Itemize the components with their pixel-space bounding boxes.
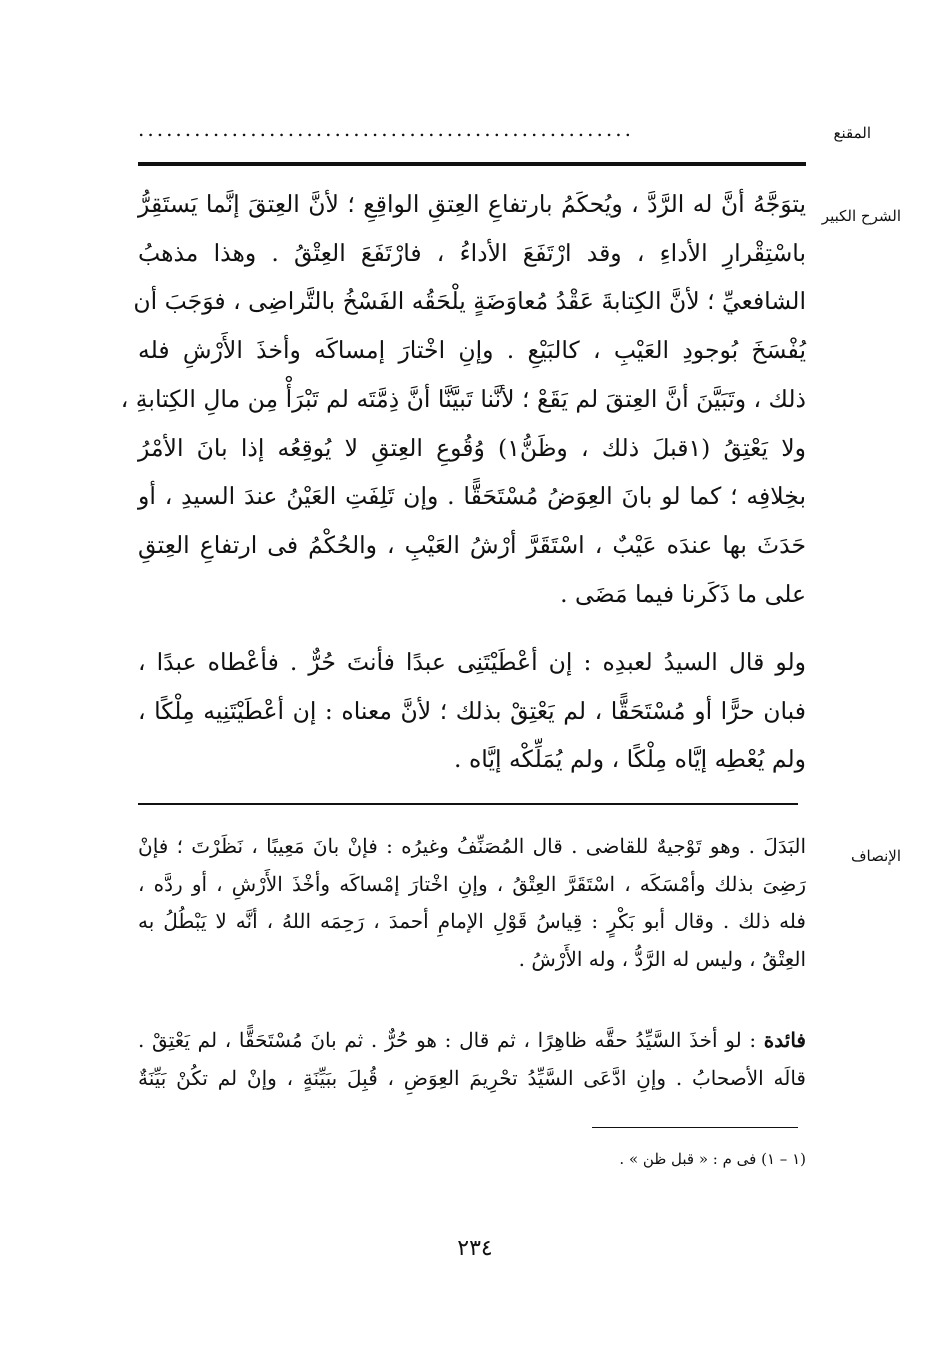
text-line: ولا يَعْتِقُ (١قبلَ ذلك ، وظَنُّ١) وُقُوعِ العِتقِ لا يُوقِعُه إذا بانَ الأمْرُ: [138, 433, 806, 462]
insaf-fayda-paragraph: [138, 1022, 806, 1097]
text-line: ولو قال السيدُ لعبدِه : إن أعْطَيْتَنِى عبدًا فأنتَ حُرٌّ . فأعْطاه عبدًا ،: [138, 648, 806, 676]
section-divider: [138, 803, 798, 805]
text-line: على ما ذَكَرنا فيما مَضَى .: [560, 579, 806, 608]
page-number: ٢٣٤: [457, 1236, 493, 1261]
footnote-rule: [592, 1127, 798, 1128]
text-line: العِتْقُ ، وليس له الرَّدُّ ، وله الأَرْشُ .: [518, 946, 806, 971]
footnote: (١ – ١) فى م : « قبل ظن » .: [619, 1150, 806, 1168]
text-line: الشافعيِّ ؛ لأنَّ الكِتابةَ عَقْدُ مُعاوَضَةٍ يلْحَقُه الفَسْخُ بالتَّراضِى ، فوَجَبَ أن: [133, 287, 806, 316]
section-label-insaf: الإنصاف: [850, 847, 901, 865]
text-line: ذلك ، وتَبَيَّنَ أنَّ العِتقَ لم يَقَعْ ؛ لأنَّنا تَبيَّنَّا أنَّ ذِمَّتَه لم تَبْرَأْ مِن مالِ الكِتابةِ ،: [120, 384, 806, 413]
text-line: حَدَثَ بها عندَه عَيْبٌ ، اسْتَقَرَّ أرْشُ العَيْبِ ، والحُكْمُ فى ارتفاعِ العِتقِ: [138, 530, 806, 559]
fayda-label: فائدة: [763, 1028, 806, 1052]
text-line: فله ذلك . وقال أبو بَكْرٍ : قِياسُ قَوْلِ الإمامِ أحمدَ ، رَحِمَه اللهُ ، أنَّه لا يَبْطُلُ به: [138, 909, 806, 933]
text-line: فبان حرًّا أو مُسْتَحَقًّا ، لم يَعْتِقْ بذلك ؛ لأنَّ معناه : إن أعْطَيْتَنِيه مِلْكًا ،: [138, 696, 806, 725]
sharh-paragraph-1: [120, 180, 806, 618]
text-line: رَضِىَ بذلك وأمْسَكَه ، اسْتَقَرَّ العِتْقُ ، وإنِ اخْتارَ إمْساكَه وأخْذَ الأَرْشِ ، أو ردَّه ،: [138, 871, 806, 896]
text-line: يتوَجَّهُ أنَّ له الرَّدَّ ، ويُحكَمُ بارتفاعِ العِتقِ الواقِعِ ؛ لأنَّ العِتقَ إنَّما يَستَقِرُّ: [138, 190, 806, 218]
insaf-paragraph-1: [138, 828, 806, 978]
text-line: بخِلافِه ؛ كما لو بانَ العِوَضُ مُسْتَحَقًّا . وإن تَلِفَتِ العَيْنُ عندَ السيدِ ، أو: [138, 482, 806, 511]
text-line: البَدَلَ . وهو تَوْجيهٌ للقاضى . قال المُصَنِّفُ وغيرُه : فإنْ بانَ مَعِيبًا ، نَظَرْتَ ؛ فإنْ: [138, 834, 806, 858]
running-header-title: المقنع: [833, 124, 871, 142]
text-line: يُفْسَخَ بُوجودِ العَيْبِ ، كالبَيْعِ . وإنِ اخْتارَ إمساكَه وأخذَ الأَرْشِ فله: [138, 336, 806, 365]
text-line: باسْتِقْرارِ الأداءِ ، وقد ارْتَفَعَ الأداءُ ، فارْتَفَعَ العِتْقُ . وهذا مذهبُ: [138, 238, 806, 267]
header-dotted-leader: .....................................................: [138, 118, 634, 140]
sharh-paragraph-2: [138, 638, 806, 784]
section-label-sharh: الشرح الكبير: [821, 207, 901, 225]
text-line: [138, 1022, 806, 1060]
text-line: قالَه الأصحابُ . وإنِ ادَّعَى السَّيِّدُ تحْرِيمَ العِوَضِ ، قُبِلَ ببَيِّنَةٍ ، وإنْ لم تكُنْ بَيِّنَةٌ: [138, 1065, 806, 1090]
header-rule: [138, 162, 806, 166]
fayda-text: : لو أخذَ السَّيِّدُ حقَّه ظاهِرًا ، ثم قال : هو حُرٌّ . ثم بانَ مُسْتَحَقًّا ، لم يَعْتِقْ .: [138, 1028, 764, 1052]
text-line: ولم يُعْطِه إيَّاه مِلْكًا ، ولم يُمَلِّكْه إيَّاه .: [454, 745, 806, 774]
